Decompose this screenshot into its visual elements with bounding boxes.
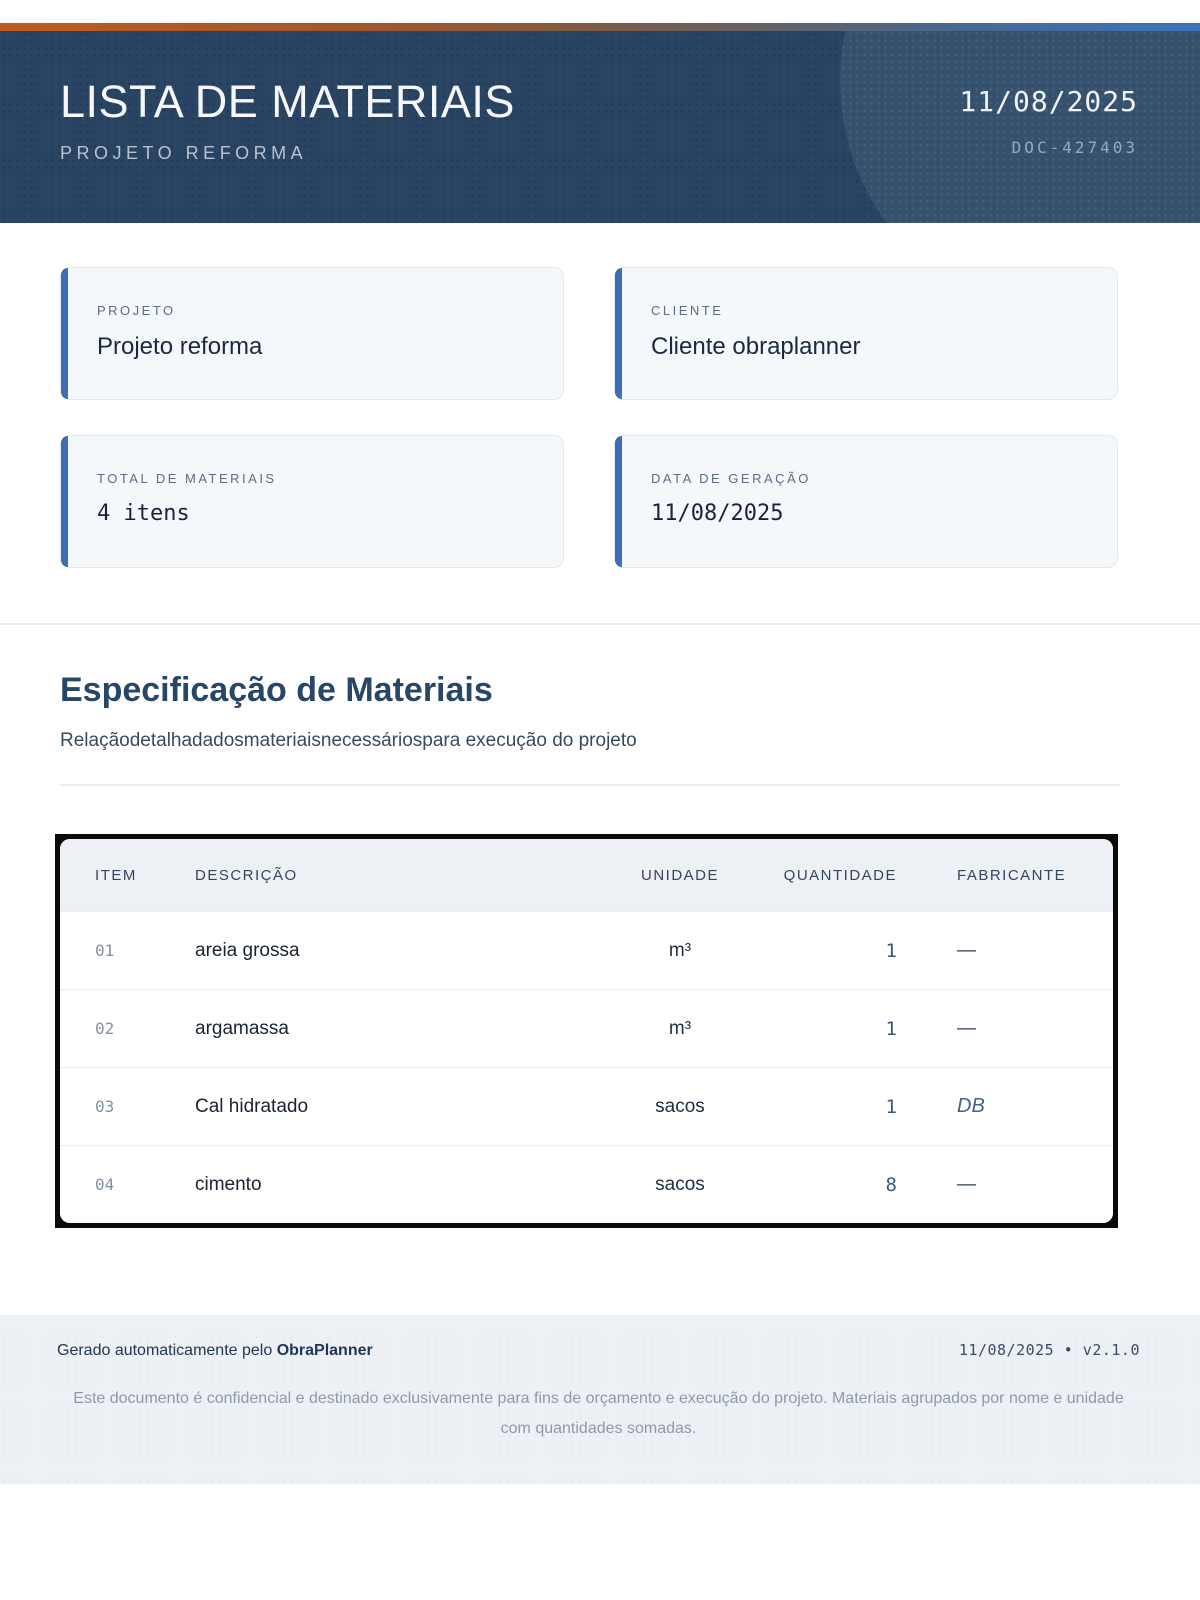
header-meta-block	[959, 77, 1138, 157]
card-accent-bar	[615, 268, 622, 399]
cell-item: 01	[95, 941, 115, 960]
cell-item: 03	[95, 1097, 115, 1116]
cell-quantidade: 1	[885, 1017, 897, 1040]
card-label: DATA DE GERAÇÃO	[651, 471, 811, 486]
content-divider	[60, 784, 1120, 786]
column-header-unidade: UNIDADE	[640, 866, 719, 884]
table-row	[60, 989, 1113, 1067]
top-gradient-stripe	[0, 23, 1200, 31]
document-header	[0, 31, 1200, 223]
section-title: Especificação de Materiais	[60, 671, 493, 709]
cell-descricao: argamassa	[195, 1017, 289, 1039]
cell-quantidade: 8	[885, 1173, 897, 1196]
section-divider	[0, 623, 1200, 625]
column-header-descricao: DESCRIÇÃO	[195, 866, 298, 884]
info-card-total-materiais	[60, 435, 564, 568]
column-header-fabricante: FABRICANTE	[957, 866, 1067, 884]
card-accent-bar	[615, 436, 622, 567]
cell-descricao: cimento	[195, 1173, 262, 1195]
card-accent-bar	[61, 436, 68, 567]
cell-unidade: sacos	[655, 1095, 705, 1117]
page-subtitle: PROJETO REFORMA	[60, 142, 308, 163]
card-accent-bar	[61, 268, 68, 399]
card-value: Cliente obraplanner	[651, 333, 861, 360]
section-subtitle: Relaçãodetalhadadosmateriaisnecessáriospara execução do projeto	[60, 730, 637, 751]
cell-unidade: m³	[668, 1017, 692, 1039]
column-header-quantidade: QUANTIDADE	[783, 866, 897, 884]
cell-fabricante: —	[957, 939, 976, 961]
cell-descricao: areia grossa	[195, 939, 300, 961]
cell-descricao: Cal hidratado	[195, 1095, 309, 1117]
card-label: PROJETO	[97, 303, 176, 318]
info-card-data-geracao	[614, 435, 1118, 568]
cell-quantidade: 1	[885, 939, 897, 962]
table-header-row	[60, 839, 1113, 911]
footer-date-version: 11/08/2025 • v2.1.0	[958, 1341, 1140, 1359]
cell-fabricante: —	[957, 1017, 976, 1039]
cell-unidade: sacos	[655, 1173, 705, 1195]
generated-by-prefix: Gerado automaticamente pelo	[57, 1342, 277, 1359]
cell-unidade: m³	[668, 939, 692, 961]
card-value: Projeto reforma	[97, 333, 263, 360]
info-card-cliente	[614, 267, 1118, 400]
confidentiality-note: Este documento é confidencial e destinado exclusivamente para fins de orçamento e execução do projeto. Materiais agrupados por nome e unidade com quantidades somadas.	[73, 1390, 1124, 1437]
card-label: TOTAL DE MATERIAIS	[97, 471, 277, 486]
card-value: 11/08/2025	[651, 501, 784, 526]
card-value: 4 itens	[97, 501, 190, 526]
cell-fabricante: DB	[957, 1095, 985, 1117]
info-cards	[60, 267, 1118, 568]
header-date: 11/08/2025	[959, 85, 1138, 118]
table-body	[60, 911, 1113, 1223]
materials-table	[60, 839, 1113, 1223]
document-number: DOC-427403	[1011, 138, 1138, 157]
column-header-item: ITEM	[95, 866, 137, 884]
info-card-projeto	[60, 267, 564, 400]
header-title-block	[60, 77, 515, 164]
spec-section-heading	[60, 671, 1120, 752]
materials-table-frame	[55, 834, 1118, 1228]
generated-by-text	[57, 1342, 373, 1360]
cell-quantidade: 1	[885, 1095, 897, 1118]
table-row	[60, 911, 1113, 989]
cell-fabricante: —	[957, 1173, 976, 1195]
page-title: LISTA DE MATERIAIS	[60, 76, 515, 127]
table-row	[60, 1067, 1113, 1145]
card-label: CLIENTE	[651, 303, 724, 318]
cell-item: 04	[95, 1175, 115, 1194]
document-footer	[0, 1315, 1200, 1484]
brand-name: ObraPlanner	[276, 1342, 373, 1359]
cell-item: 02	[95, 1019, 115, 1038]
table-row	[60, 1145, 1113, 1223]
